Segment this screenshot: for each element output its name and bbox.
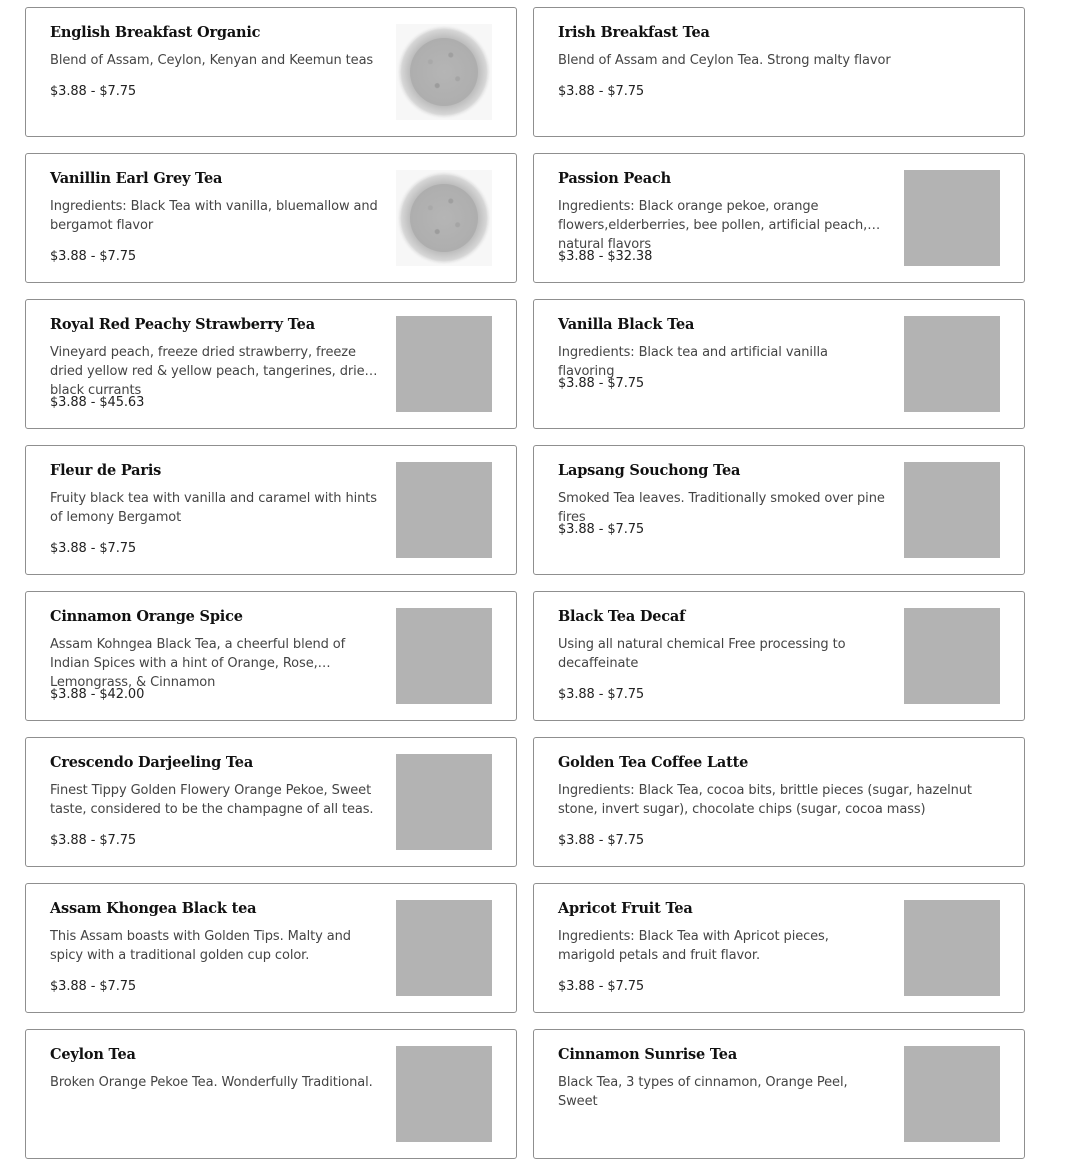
product-text	[50, 607, 380, 690]
product-image-placeholder[interactable]	[396, 462, 492, 558]
tea-leaves-image[interactable]	[396, 170, 492, 266]
product-description: Black Tea, 3 types of cinnamon, Orange Peel, Sweet	[558, 1075, 848, 1109]
product-card[interactable]	[533, 883, 1025, 1013]
product-card[interactable]	[533, 153, 1025, 283]
product-image-placeholder[interactable]	[904, 900, 1000, 996]
product-card[interactable]	[25, 883, 517, 1013]
product-description: Ingredients: Black Tea, cocoa bits, brittle pieces (sugar, hazelnut stone, invert sugar), chocolate chips (sugar, cocoa mass)	[558, 783, 972, 817]
product-image-placeholder[interactable]	[396, 1046, 492, 1142]
product-text	[50, 753, 380, 819]
product-image-placeholder[interactable]	[904, 316, 1000, 412]
product-text	[50, 23, 380, 70]
product-image-placeholder[interactable]	[904, 1046, 1000, 1142]
product-text	[558, 899, 888, 965]
product-card[interactable]	[533, 7, 1025, 137]
product-description: Ingredients: Black Tea with Apricot pieces, marigold petals and fruit flavor.	[558, 929, 829, 963]
product-text	[558, 461, 888, 527]
product-description: Ingredients: Black tea and artificial vanilla flavoring	[558, 345, 828, 379]
product-image-placeholder[interactable]	[904, 608, 1000, 704]
product-name[interactable]: Lapsang Souchong Tea	[558, 462, 741, 479]
product-text	[558, 753, 998, 819]
product-name[interactable]: Fleur de Paris	[50, 462, 162, 479]
product-image-placeholder[interactable]	[396, 900, 492, 996]
product-price: $3.88 - $7.75	[558, 84, 645, 99]
product-name[interactable]: Royal Red Peachy Strawberry Tea	[50, 316, 315, 333]
product-name[interactable]: Apricot Fruit Tea	[558, 900, 693, 917]
product-card[interactable]	[533, 445, 1025, 575]
product-text	[50, 1045, 380, 1092]
product-text	[50, 169, 380, 235]
product-text	[558, 23, 998, 70]
product-text	[558, 1045, 888, 1111]
tea-dish-icon	[400, 174, 488, 262]
product-price: $3.88 - $7.75	[558, 522, 645, 537]
product-price: $3.88 - $7.75	[50, 249, 137, 264]
product-name[interactable]: Golden Tea Coffee Latte	[558, 754, 749, 771]
product-text	[558, 315, 888, 381]
product-image-placeholder[interactable]	[396, 608, 492, 704]
product-name[interactable]: Assam Khongea Black tea	[50, 900, 257, 917]
product-card[interactable]	[25, 591, 517, 721]
product-card[interactable]	[25, 7, 517, 137]
product-image-placeholder[interactable]	[904, 170, 1000, 266]
product-price: $3.88 - $7.75	[558, 833, 645, 848]
product-text	[50, 899, 380, 965]
product-text	[558, 169, 888, 252]
product-price: $3.88 - $7.75	[50, 84, 137, 99]
tea-dish-icon	[400, 28, 488, 116]
product-card[interactable]	[533, 591, 1025, 721]
product-name[interactable]: Cinnamon Sunrise Tea	[558, 1046, 738, 1063]
product-text	[50, 461, 380, 527]
product-price: $3.88 - $32.38	[558, 249, 653, 264]
product-price: $3.88 - $7.75	[558, 979, 645, 994]
product-card[interactable]	[25, 1029, 517, 1159]
product-description: Finest Tippy Golden Flowery Orange Pekoe, Sweet taste, considered to be the champagne of all teas.	[50, 783, 374, 817]
product-price: $3.88 - $7.75	[50, 979, 137, 994]
product-description: Ingredients: Black orange pekoe, orange flowers,elderberries, bee pollen, artificial peach, natural flavors	[558, 199, 868, 252]
tea-leaves-image[interactable]	[396, 24, 492, 120]
product-name[interactable]: Black Tea Decaf	[558, 608, 686, 625]
product-card[interactable]	[25, 153, 517, 283]
product-text	[50, 315, 380, 398]
product-description: Ingredients: Black Tea with vanilla, bluemallow and bergamot flavor	[50, 199, 378, 233]
product-price: $3.88 - $45.63	[50, 395, 145, 410]
product-price: $3.88 - $42.00	[50, 687, 145, 702]
product-image-placeholder[interactable]	[396, 316, 492, 412]
product-card[interactable]	[533, 299, 1025, 429]
product-description: Using all natural chemical Free processing to decaffeinate	[558, 637, 846, 671]
product-description: Fruity black tea with vanilla and caramel with hints of lemony Bergamot	[50, 491, 377, 525]
product-card[interactable]	[25, 299, 517, 429]
product-price: $3.88 - $7.75	[558, 687, 645, 702]
product-card[interactable]	[25, 445, 517, 575]
product-price: $3.88 - $7.75	[50, 833, 137, 848]
product-description: Vineyard peach, freeze dried strawberry, freeze dried yellow red & yellow peach, tangerines, dried black currants	[50, 345, 373, 398]
product-name[interactable]: Crescendo Darjeeling Tea	[50, 754, 254, 771]
product-card[interactable]	[25, 737, 517, 867]
product-name[interactable]: English Breakfast Organic	[50, 24, 261, 41]
product-price: $3.88 - $7.75	[558, 376, 645, 391]
product-name[interactable]: Irish Breakfast Tea	[558, 24, 710, 41]
product-description: Blend of Assam and Ceylon Tea. Strong malty flavor	[558, 53, 891, 68]
product-description: This Assam boasts with Golden Tips. Malty and spicy with a traditional golden cup color.	[50, 929, 351, 963]
product-name[interactable]: Ceylon Tea	[50, 1046, 136, 1063]
product-name[interactable]: Vanillin Earl Grey Tea	[50, 170, 223, 187]
product-name[interactable]: Cinnamon Orange Spice	[50, 608, 243, 625]
product-price: $3.88 - $7.75	[50, 541, 137, 556]
product-description: Blend of Assam, Ceylon, Kenyan and Keemun teas	[50, 53, 374, 68]
product-text	[558, 607, 888, 673]
product-description: Broken Orange Pekoe Tea. Wonderfully Traditional.	[50, 1075, 373, 1090]
product-description: Smoked Tea leaves. Traditionally smoked over pine fires	[558, 491, 885, 525]
product-grid	[25, 7, 1025, 1159]
product-card[interactable]	[533, 737, 1025, 867]
product-image-placeholder[interactable]	[904, 462, 1000, 558]
product-card[interactable]	[533, 1029, 1025, 1159]
product-image-placeholder[interactable]	[396, 754, 492, 850]
product-name[interactable]: Vanilla Black Tea	[558, 316, 695, 333]
product-name[interactable]: Passion Peach	[558, 170, 671, 187]
product-description: Assam Kohngea Black Tea, a cheerful blend of Indian Spices with a hint of Orange, Rose, Lemongrass, & Cinnamon	[50, 637, 346, 690]
